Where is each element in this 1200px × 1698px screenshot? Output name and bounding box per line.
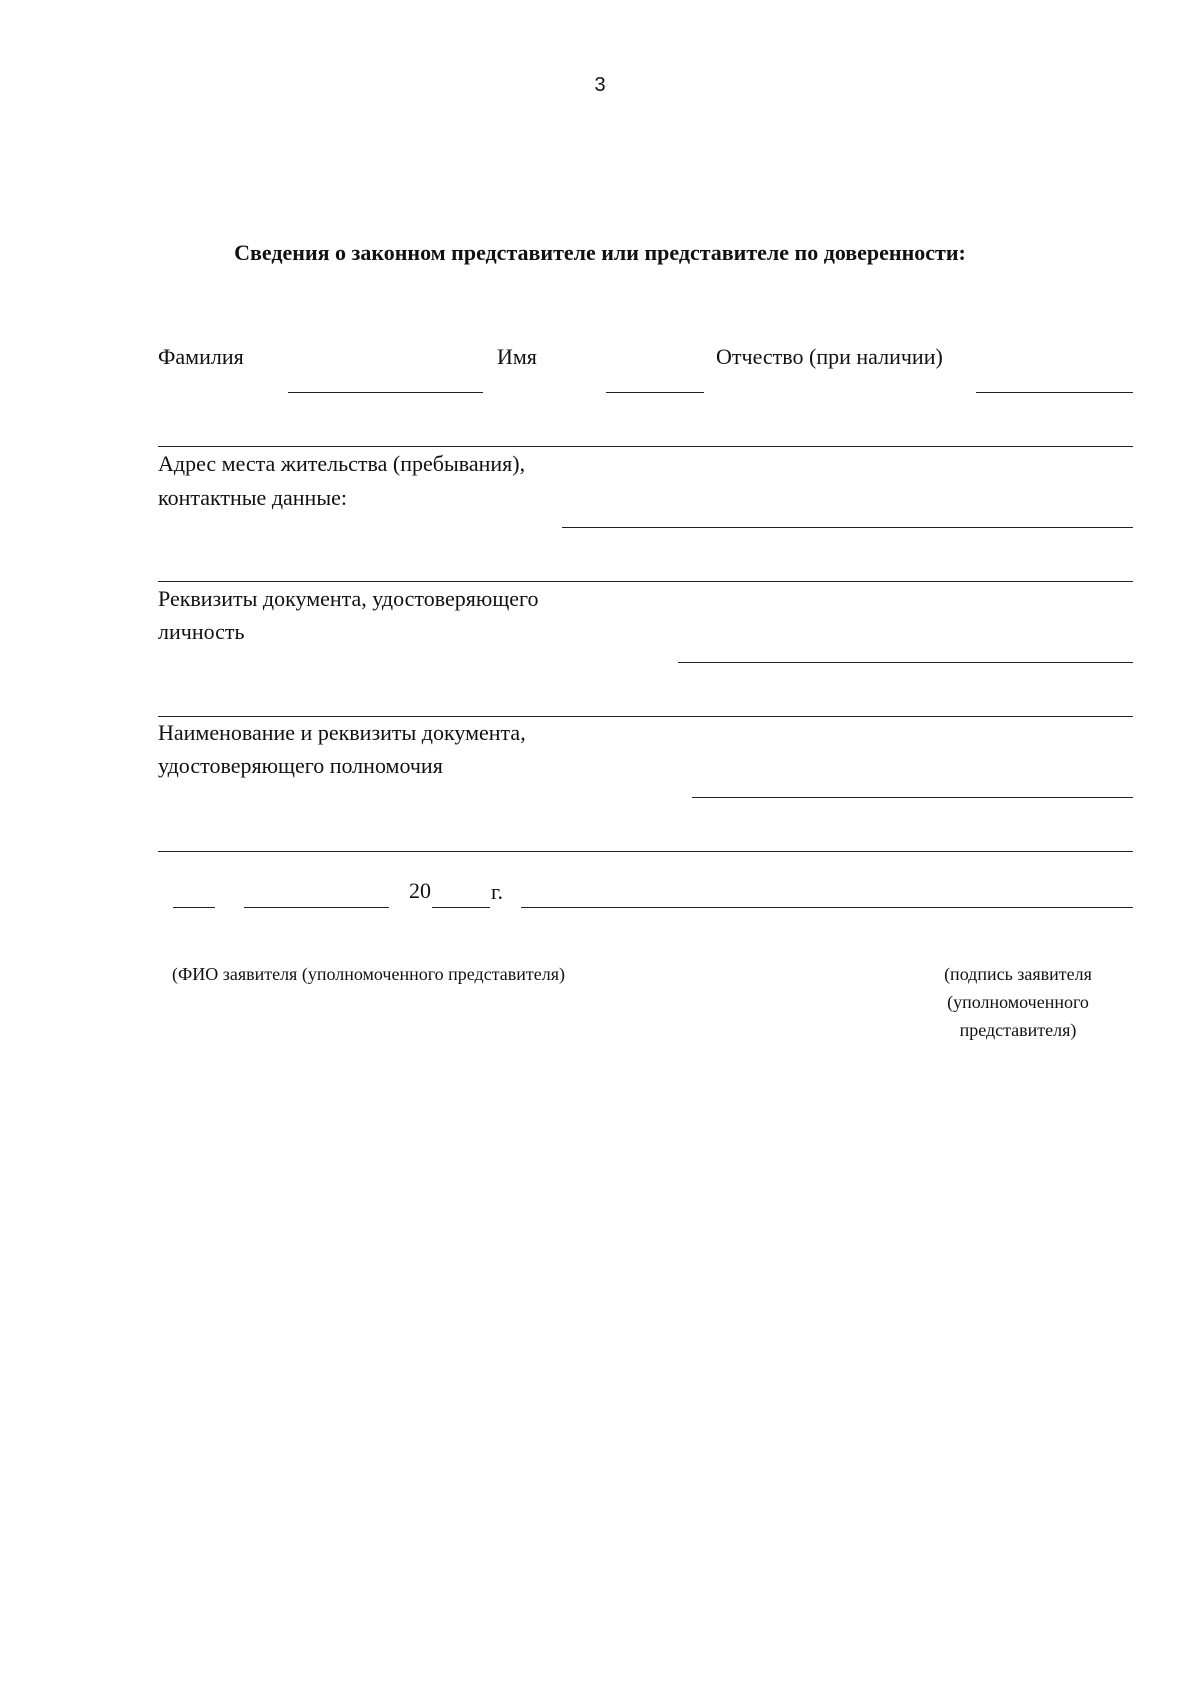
day-field[interactable] [173, 907, 215, 908]
name-field[interactable] [606, 392, 704, 393]
id-document-label-line1: Реквизиты документа, удостоверяющего [158, 586, 539, 611]
fio-caption: (ФИО заявителя (уполномоченного представителя) [172, 964, 566, 984]
page-number: 3 [594, 74, 606, 96]
id-document-field[interactable] [678, 662, 1133, 663]
authority-document-field[interactable] [692, 797, 1133, 798]
surname-label: Фамилия [158, 344, 244, 369]
surname-field[interactable] [288, 392, 483, 393]
patronymic-field[interactable] [976, 392, 1133, 393]
month-field[interactable] [244, 907, 389, 908]
id-document-label-line2: личность [158, 619, 245, 644]
year-prefix: 20 [409, 878, 431, 903]
patronymic-label: Отчество (при наличии) [716, 344, 943, 369]
signature-caption-line1: (подпись заявителя [944, 964, 1092, 984]
year-field[interactable] [432, 907, 490, 908]
authority-document-label-line2: удостоверяющего полномочия [158, 753, 443, 778]
address-label-line1: Адрес места жительства (пребывания), [158, 451, 526, 476]
address-field[interactable] [562, 527, 1133, 528]
authority-document-label-line1: Наименование и реквизиты документа, [158, 720, 526, 745]
year-unit: г. [491, 879, 504, 904]
signature-fio-field[interactable] [521, 907, 1133, 908]
signature-caption-line2: (уполномоченного [947, 992, 1089, 1012]
separator-line [158, 851, 1133, 852]
signature-caption [913, 960, 1123, 1044]
name-label: Имя [497, 344, 537, 369]
form-heading: Сведения о законном представителе или представителе по доверенности: [234, 240, 966, 265]
signature-caption-line3: представителя) [959, 1020, 1077, 1040]
address-label-line2: контактные данные: [158, 485, 347, 510]
